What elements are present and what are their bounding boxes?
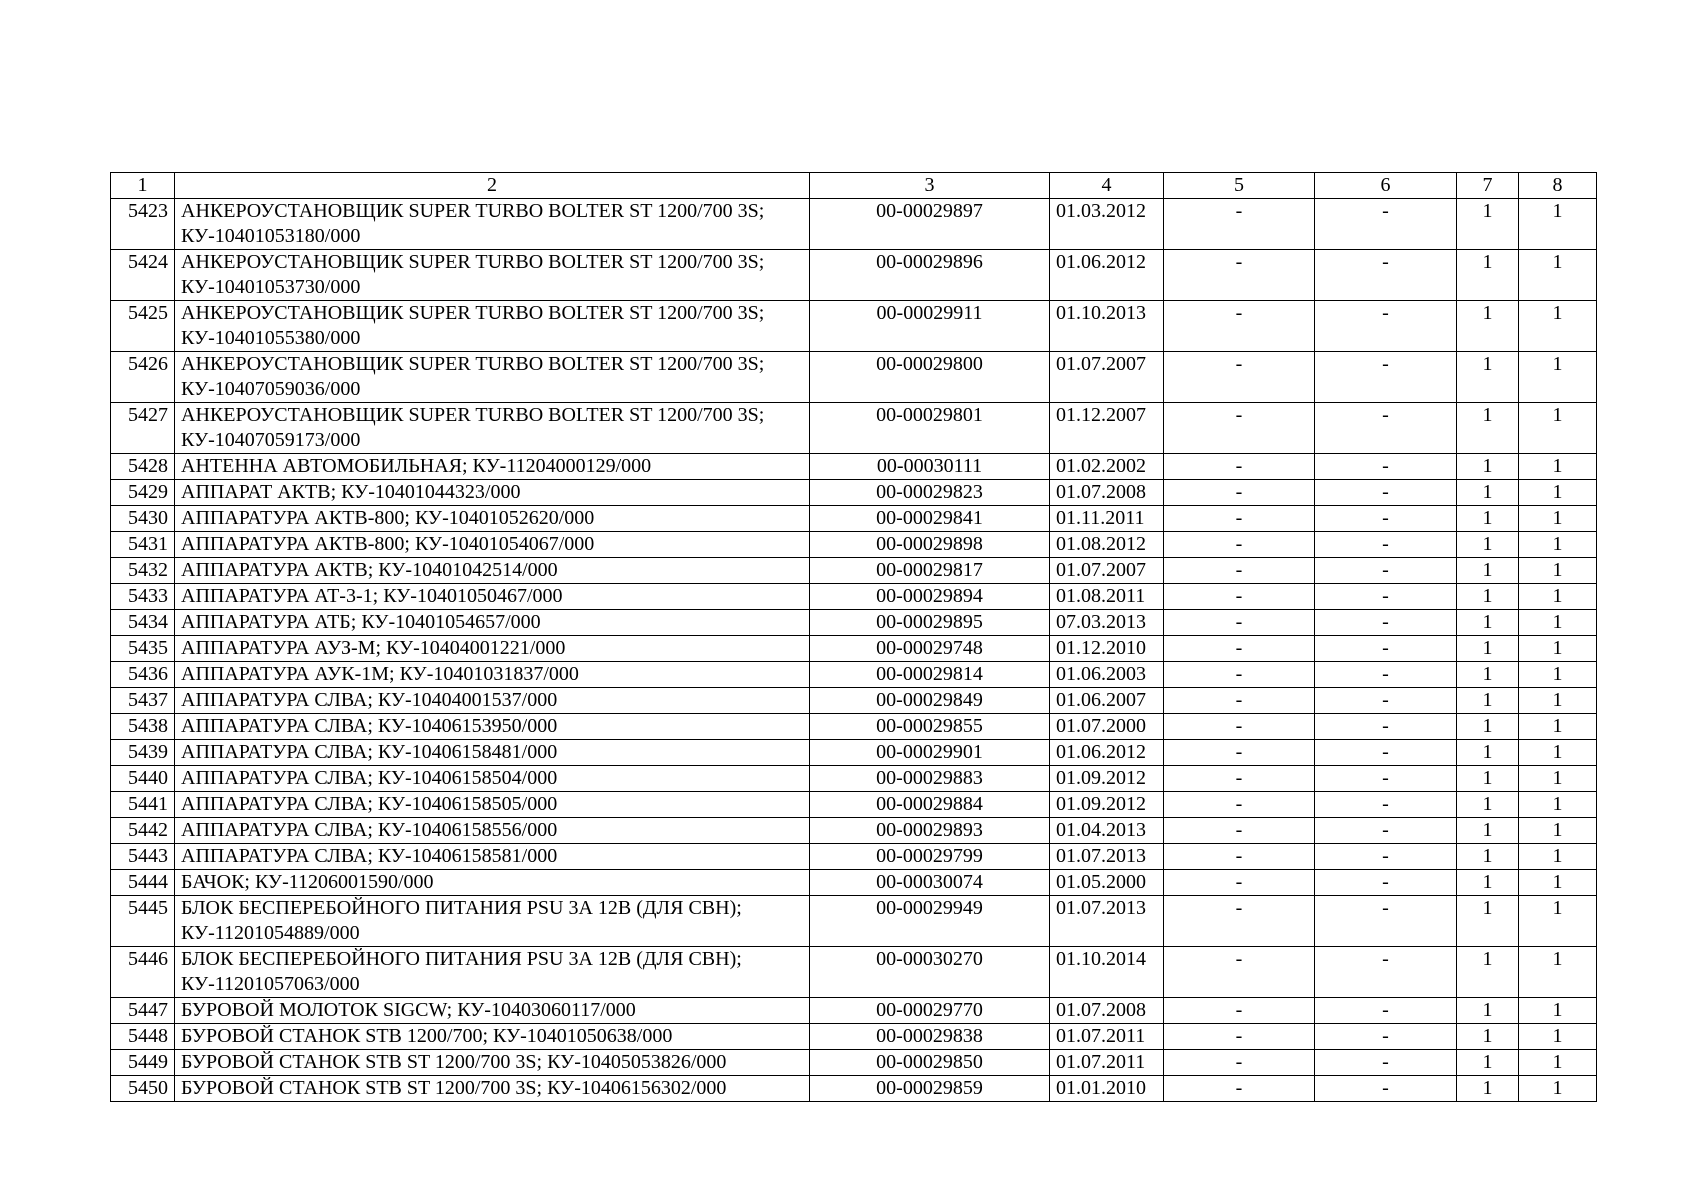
- row-number: 5446: [111, 947, 175, 998]
- date: 01.07.2000: [1050, 714, 1164, 740]
- table-row: [111, 250, 1597, 301]
- col-8-value: 1: [1519, 1024, 1597, 1050]
- col-7-value: 1: [1457, 352, 1519, 403]
- col-8-value: 1: [1519, 480, 1597, 506]
- asset-registry-table: [110, 172, 1597, 1102]
- col-5-value: -: [1164, 532, 1315, 558]
- date: 01.07.2008: [1050, 480, 1164, 506]
- item-name: АППАРАТ АКТВ; КУ-10401044323/000: [175, 480, 810, 506]
- col-7-value: 1: [1457, 584, 1519, 610]
- item-name: АППАРАТУРА СЛВА; КУ-10406158581/000: [175, 844, 810, 870]
- col-6-value: -: [1315, 584, 1457, 610]
- inventory-number: 00-00029838: [810, 1024, 1050, 1050]
- col-5-value: -: [1164, 740, 1315, 766]
- col-7-value: 1: [1457, 662, 1519, 688]
- item-name: АППАРАТУРА СЛВА; КУ-10404001537/000: [175, 688, 810, 714]
- col-6-value: -: [1315, 998, 1457, 1024]
- table-row: [111, 818, 1597, 844]
- date: 01.03.2012: [1050, 199, 1164, 250]
- col-5-value: -: [1164, 454, 1315, 480]
- col-8-value: 1: [1519, 403, 1597, 454]
- inventory-number: 00-00030074: [810, 870, 1050, 896]
- row-number: 5424: [111, 250, 175, 301]
- col-8-value: 1: [1519, 792, 1597, 818]
- col-6-value: -: [1315, 662, 1457, 688]
- inventory-number: 00-00029748: [810, 636, 1050, 662]
- col-5-value: -: [1164, 792, 1315, 818]
- row-number: 5428: [111, 454, 175, 480]
- col-6-value: -: [1315, 818, 1457, 844]
- item-name: АППАРАТУРА СЛВА; КУ-10406158504/000: [175, 766, 810, 792]
- document-page: [110, 172, 1596, 1102]
- col-7-value: 1: [1457, 870, 1519, 896]
- table-row: [111, 896, 1597, 947]
- date: 01.09.2012: [1050, 766, 1164, 792]
- col-6-value: -: [1315, 506, 1457, 532]
- col-7-value: 1: [1457, 301, 1519, 352]
- inventory-number: 00-00029841: [810, 506, 1050, 532]
- date: 01.07.2007: [1050, 352, 1164, 403]
- table-row: [111, 688, 1597, 714]
- col-8-value: 1: [1519, 584, 1597, 610]
- date: 01.01.2010: [1050, 1076, 1164, 1102]
- col-6-value: -: [1315, 480, 1457, 506]
- row-number: 5425: [111, 301, 175, 352]
- col-5-value: -: [1164, 947, 1315, 998]
- col-8-value: 1: [1519, 1050, 1597, 1076]
- table-row: [111, 558, 1597, 584]
- row-number: 5443: [111, 844, 175, 870]
- col-6-value: -: [1315, 352, 1457, 403]
- col-7-value: 1: [1457, 1050, 1519, 1076]
- col-8-value: 1: [1519, 454, 1597, 480]
- header-cell-3: 3: [810, 173, 1050, 199]
- col-6-value: -: [1315, 250, 1457, 301]
- col-7-value: 1: [1457, 403, 1519, 454]
- col-7-value: 1: [1457, 818, 1519, 844]
- item-name: АППАРАТУРА АКТВ-800; КУ-10401054067/000: [175, 532, 810, 558]
- row-number: 5434: [111, 610, 175, 636]
- date: 07.03.2013: [1050, 610, 1164, 636]
- col-8-value: 1: [1519, 506, 1597, 532]
- item-name: АППАРАТУРА АУК-1М; КУ-10401031837/000: [175, 662, 810, 688]
- row-number: 5448: [111, 1024, 175, 1050]
- col-6-value: -: [1315, 740, 1457, 766]
- col-5-value: -: [1164, 250, 1315, 301]
- table-row: [111, 532, 1597, 558]
- inventory-number: 00-00029823: [810, 480, 1050, 506]
- col-6-value: -: [1315, 636, 1457, 662]
- col-8-value: 1: [1519, 870, 1597, 896]
- col-6-value: -: [1315, 199, 1457, 250]
- col-5-value: -: [1164, 896, 1315, 947]
- inventory-number: 00-00029884: [810, 792, 1050, 818]
- date: 01.10.2014: [1050, 947, 1164, 998]
- item-name: АНКЕРОУСТАНОВЩИК SUPER TURBO BOLTER ST 1200/700 3S; КУ-10407059173/000: [175, 403, 810, 454]
- col-7-value: 1: [1457, 506, 1519, 532]
- item-name: АППАРАТУРА АКТВ; КУ-10401042514/000: [175, 558, 810, 584]
- col-5-value: -: [1164, 870, 1315, 896]
- table-row: [111, 792, 1597, 818]
- col-7-value: 1: [1457, 532, 1519, 558]
- col-5-value: -: [1164, 1050, 1315, 1076]
- col-7-value: 1: [1457, 454, 1519, 480]
- col-6-value: -: [1315, 688, 1457, 714]
- col-6-value: -: [1315, 844, 1457, 870]
- item-name: БЛОК БЕСПЕРЕБОЙНОГО ПИТАНИЯ PSU 3А 12В (ДЛЯ СВН); КУ-11201057063/000: [175, 947, 810, 998]
- col-6-value: -: [1315, 792, 1457, 818]
- row-number: 5441: [111, 792, 175, 818]
- col-7-value: 1: [1457, 480, 1519, 506]
- col-7-value: 1: [1457, 610, 1519, 636]
- row-number: 5423: [111, 199, 175, 250]
- date: 01.06.2012: [1050, 250, 1164, 301]
- date: 01.12.2007: [1050, 403, 1164, 454]
- row-number: 5427: [111, 403, 175, 454]
- col-6-value: -: [1315, 1050, 1457, 1076]
- col-5-value: -: [1164, 1024, 1315, 1050]
- col-6-value: -: [1315, 896, 1457, 947]
- col-5-value: -: [1164, 610, 1315, 636]
- item-name: АНТЕННА АВТОМОБИЛЬНАЯ; КУ-11204000129/000: [175, 454, 810, 480]
- col-6-value: -: [1315, 403, 1457, 454]
- row-number: 5444: [111, 870, 175, 896]
- col-8-value: 1: [1519, 199, 1597, 250]
- col-5-value: -: [1164, 766, 1315, 792]
- table-row: [111, 403, 1597, 454]
- col-6-value: -: [1315, 870, 1457, 896]
- date: 01.12.2010: [1050, 636, 1164, 662]
- table-row: [111, 947, 1597, 998]
- inventory-number: 00-00030111: [810, 454, 1050, 480]
- date: 01.06.2007: [1050, 688, 1164, 714]
- inventory-number: 00-00029859: [810, 1076, 1050, 1102]
- col-8-value: 1: [1519, 998, 1597, 1024]
- item-name: БУРОВОЙ СТАНОК STB 1200/700; КУ-10401050638/000: [175, 1024, 810, 1050]
- col-5-value: -: [1164, 558, 1315, 584]
- col-6-value: -: [1315, 947, 1457, 998]
- date: 01.07.2013: [1050, 844, 1164, 870]
- col-5-value: -: [1164, 998, 1315, 1024]
- table-row: [111, 740, 1597, 766]
- col-7-value: 1: [1457, 250, 1519, 301]
- inventory-number: 00-00029799: [810, 844, 1050, 870]
- item-name: АППАРАТУРА АТБ; КУ-10401054657/000: [175, 610, 810, 636]
- header-cell-6: 6: [1315, 173, 1457, 199]
- item-name: АППАРАТУРА АУЗ-М; КУ-10404001221/000: [175, 636, 810, 662]
- table-row: [111, 199, 1597, 250]
- col-6-value: -: [1315, 610, 1457, 636]
- col-8-value: 1: [1519, 636, 1597, 662]
- inventory-number: 00-00029770: [810, 998, 1050, 1024]
- inventory-number: 00-00029893: [810, 818, 1050, 844]
- item-name: БАЧОК; КУ-11206001590/000: [175, 870, 810, 896]
- item-name: БУРОВОЙ СТАНОК STB ST 1200/700 3S; КУ-10405053826/000: [175, 1050, 810, 1076]
- inventory-number: 00-00029801: [810, 403, 1050, 454]
- inventory-number: 00-00029897: [810, 199, 1050, 250]
- header-cell-4: 4: [1050, 173, 1164, 199]
- table-row: [111, 844, 1597, 870]
- table-row: [111, 301, 1597, 352]
- table-row: [111, 766, 1597, 792]
- table-body: [111, 173, 1597, 1102]
- col-8-value: 1: [1519, 688, 1597, 714]
- col-5-value: -: [1164, 584, 1315, 610]
- col-7-value: 1: [1457, 766, 1519, 792]
- row-number: 5437: [111, 688, 175, 714]
- row-number: 5442: [111, 818, 175, 844]
- col-8-value: 1: [1519, 947, 1597, 998]
- col-5-value: -: [1164, 818, 1315, 844]
- col-7-value: 1: [1457, 792, 1519, 818]
- col-8-value: 1: [1519, 1076, 1597, 1102]
- col-7-value: 1: [1457, 740, 1519, 766]
- inventory-number: 00-00029911: [810, 301, 1050, 352]
- table-row: [111, 870, 1597, 896]
- col-7-value: 1: [1457, 1024, 1519, 1050]
- inventory-number: 00-00029896: [810, 250, 1050, 301]
- item-name: АППАРАТУРА АТ-3-1; КУ-10401050467/000: [175, 584, 810, 610]
- date: 01.07.2008: [1050, 998, 1164, 1024]
- col-6-value: -: [1315, 558, 1457, 584]
- row-number: 5438: [111, 714, 175, 740]
- inventory-number: 00-00029849: [810, 688, 1050, 714]
- row-number: 5433: [111, 584, 175, 610]
- col-7-value: 1: [1457, 199, 1519, 250]
- date: 01.08.2011: [1050, 584, 1164, 610]
- inventory-number: 00-00029817: [810, 558, 1050, 584]
- date: 01.07.2011: [1050, 1050, 1164, 1076]
- col-5-value: -: [1164, 352, 1315, 403]
- col-8-value: 1: [1519, 352, 1597, 403]
- row-number: 5426: [111, 352, 175, 403]
- item-name: АППАРАТУРА СЛВА; КУ-10406158556/000: [175, 818, 810, 844]
- inventory-number: 00-00030270: [810, 947, 1050, 998]
- col-5-value: -: [1164, 688, 1315, 714]
- table-row: [111, 610, 1597, 636]
- col-8-value: 1: [1519, 766, 1597, 792]
- col-8-value: 1: [1519, 610, 1597, 636]
- col-8-value: 1: [1519, 301, 1597, 352]
- header-cell-8: 8: [1519, 173, 1597, 199]
- col-6-value: -: [1315, 454, 1457, 480]
- date: 01.06.2012: [1050, 740, 1164, 766]
- col-8-value: 1: [1519, 532, 1597, 558]
- row-number: 5450: [111, 1076, 175, 1102]
- item-name: АППАРАТУРА АКТВ-800; КУ-10401052620/000: [175, 506, 810, 532]
- row-number: 5449: [111, 1050, 175, 1076]
- col-8-value: 1: [1519, 714, 1597, 740]
- row-number: 5430: [111, 506, 175, 532]
- col-5-value: -: [1164, 301, 1315, 352]
- col-8-value: 1: [1519, 250, 1597, 301]
- date: 01.06.2003: [1050, 662, 1164, 688]
- date: 01.07.2013: [1050, 896, 1164, 947]
- date: 01.05.2000: [1050, 870, 1164, 896]
- col-7-value: 1: [1457, 947, 1519, 998]
- col-7-value: 1: [1457, 714, 1519, 740]
- item-name: АППАРАТУРА СЛВА; КУ-10406158481/000: [175, 740, 810, 766]
- row-number: 5432: [111, 558, 175, 584]
- col-8-value: 1: [1519, 740, 1597, 766]
- item-name: АНКЕРОУСТАНОВЩИК SUPER TURBO BOLTER ST 1200/700 3S; КУ-10407059036/000: [175, 352, 810, 403]
- col-6-value: -: [1315, 714, 1457, 740]
- table-row: [111, 1024, 1597, 1050]
- row-number: 5429: [111, 480, 175, 506]
- row-number: 5439: [111, 740, 175, 766]
- col-7-value: 1: [1457, 998, 1519, 1024]
- inventory-number: 00-00029949: [810, 896, 1050, 947]
- col-5-value: -: [1164, 662, 1315, 688]
- col-6-value: -: [1315, 532, 1457, 558]
- item-name: АНКЕРОУСТАНОВЩИК SUPER TURBO BOLTER ST 1200/700 3S; КУ-10401053180/000: [175, 199, 810, 250]
- table-row: [111, 662, 1597, 688]
- col-7-value: 1: [1457, 636, 1519, 662]
- inventory-number: 00-00029800: [810, 352, 1050, 403]
- date: 01.07.2011: [1050, 1024, 1164, 1050]
- inventory-number: 00-00029894: [810, 584, 1050, 610]
- col-6-value: -: [1315, 766, 1457, 792]
- col-7-value: 1: [1457, 1076, 1519, 1102]
- item-name: АНКЕРОУСТАНОВЩИК SUPER TURBO BOLTER ST 1200/700 3S; КУ-10401055380/000: [175, 301, 810, 352]
- col-7-value: 1: [1457, 688, 1519, 714]
- col-5-value: -: [1164, 1076, 1315, 1102]
- table-row: [111, 454, 1597, 480]
- inventory-number: 00-00029901: [810, 740, 1050, 766]
- col-6-value: -: [1315, 1076, 1457, 1102]
- inventory-number: 00-00029850: [810, 1050, 1050, 1076]
- inventory-number: 00-00029898: [810, 532, 1050, 558]
- col-7-value: 1: [1457, 844, 1519, 870]
- inventory-number: 00-00029855: [810, 714, 1050, 740]
- row-number: 5436: [111, 662, 175, 688]
- table-row: [111, 506, 1597, 532]
- date: 01.07.2007: [1050, 558, 1164, 584]
- date: 01.04.2013: [1050, 818, 1164, 844]
- item-name: БУРОВОЙ СТАНОК STB ST 1200/700 3S; КУ-10406156302/000: [175, 1076, 810, 1102]
- date: 01.09.2012: [1050, 792, 1164, 818]
- table-header-row: [111, 173, 1597, 199]
- table-row: [111, 714, 1597, 740]
- col-7-value: 1: [1457, 896, 1519, 947]
- col-8-value: 1: [1519, 662, 1597, 688]
- item-name: АНКЕРОУСТАНОВЩИК SUPER TURBO BOLTER ST 1200/700 3S; КУ-10401053730/000: [175, 250, 810, 301]
- table-row: [111, 352, 1597, 403]
- date: 01.10.2013: [1050, 301, 1164, 352]
- table-row: [111, 998, 1597, 1024]
- row-number: 5440: [111, 766, 175, 792]
- header-cell-5: 5: [1164, 173, 1315, 199]
- row-number: 5431: [111, 532, 175, 558]
- inventory-number: 00-00029814: [810, 662, 1050, 688]
- col-6-value: -: [1315, 301, 1457, 352]
- item-name: АППАРАТУРА СЛВА; КУ-10406158505/000: [175, 792, 810, 818]
- table-row: [111, 480, 1597, 506]
- date: 01.08.2012: [1050, 532, 1164, 558]
- col-5-value: -: [1164, 506, 1315, 532]
- col-8-value: 1: [1519, 896, 1597, 947]
- col-5-value: -: [1164, 480, 1315, 506]
- col-6-value: -: [1315, 1024, 1457, 1050]
- item-name: АППАРАТУРА СЛВА; КУ-10406153950/000: [175, 714, 810, 740]
- date: 01.02.2002: [1050, 454, 1164, 480]
- item-name: БЛОК БЕСПЕРЕБОЙНОГО ПИТАНИЯ PSU 3А 12В (ДЛЯ СВН); КУ-11201054889/000: [175, 896, 810, 947]
- col-5-value: -: [1164, 636, 1315, 662]
- col-5-value: -: [1164, 403, 1315, 454]
- row-number: 5435: [111, 636, 175, 662]
- inventory-number: 00-00029895: [810, 610, 1050, 636]
- table-row: [111, 636, 1597, 662]
- table-row: [111, 1050, 1597, 1076]
- row-number: 5445: [111, 896, 175, 947]
- table-row: [111, 1076, 1597, 1102]
- col-8-value: 1: [1519, 844, 1597, 870]
- date: 01.11.2011: [1050, 506, 1164, 532]
- item-name: БУРОВОЙ МОЛОТОК SIGCW; КУ-10403060117/000: [175, 998, 810, 1024]
- col-8-value: 1: [1519, 818, 1597, 844]
- header-cell-2: 2: [175, 173, 810, 199]
- col-8-value: 1: [1519, 558, 1597, 584]
- col-5-value: -: [1164, 199, 1315, 250]
- header-cell-1: 1: [111, 173, 175, 199]
- row-number: 5447: [111, 998, 175, 1024]
- col-5-value: -: [1164, 714, 1315, 740]
- col-7-value: 1: [1457, 558, 1519, 584]
- inventory-number: 00-00029883: [810, 766, 1050, 792]
- header-cell-7: 7: [1457, 173, 1519, 199]
- table-row: [111, 584, 1597, 610]
- col-5-value: -: [1164, 844, 1315, 870]
